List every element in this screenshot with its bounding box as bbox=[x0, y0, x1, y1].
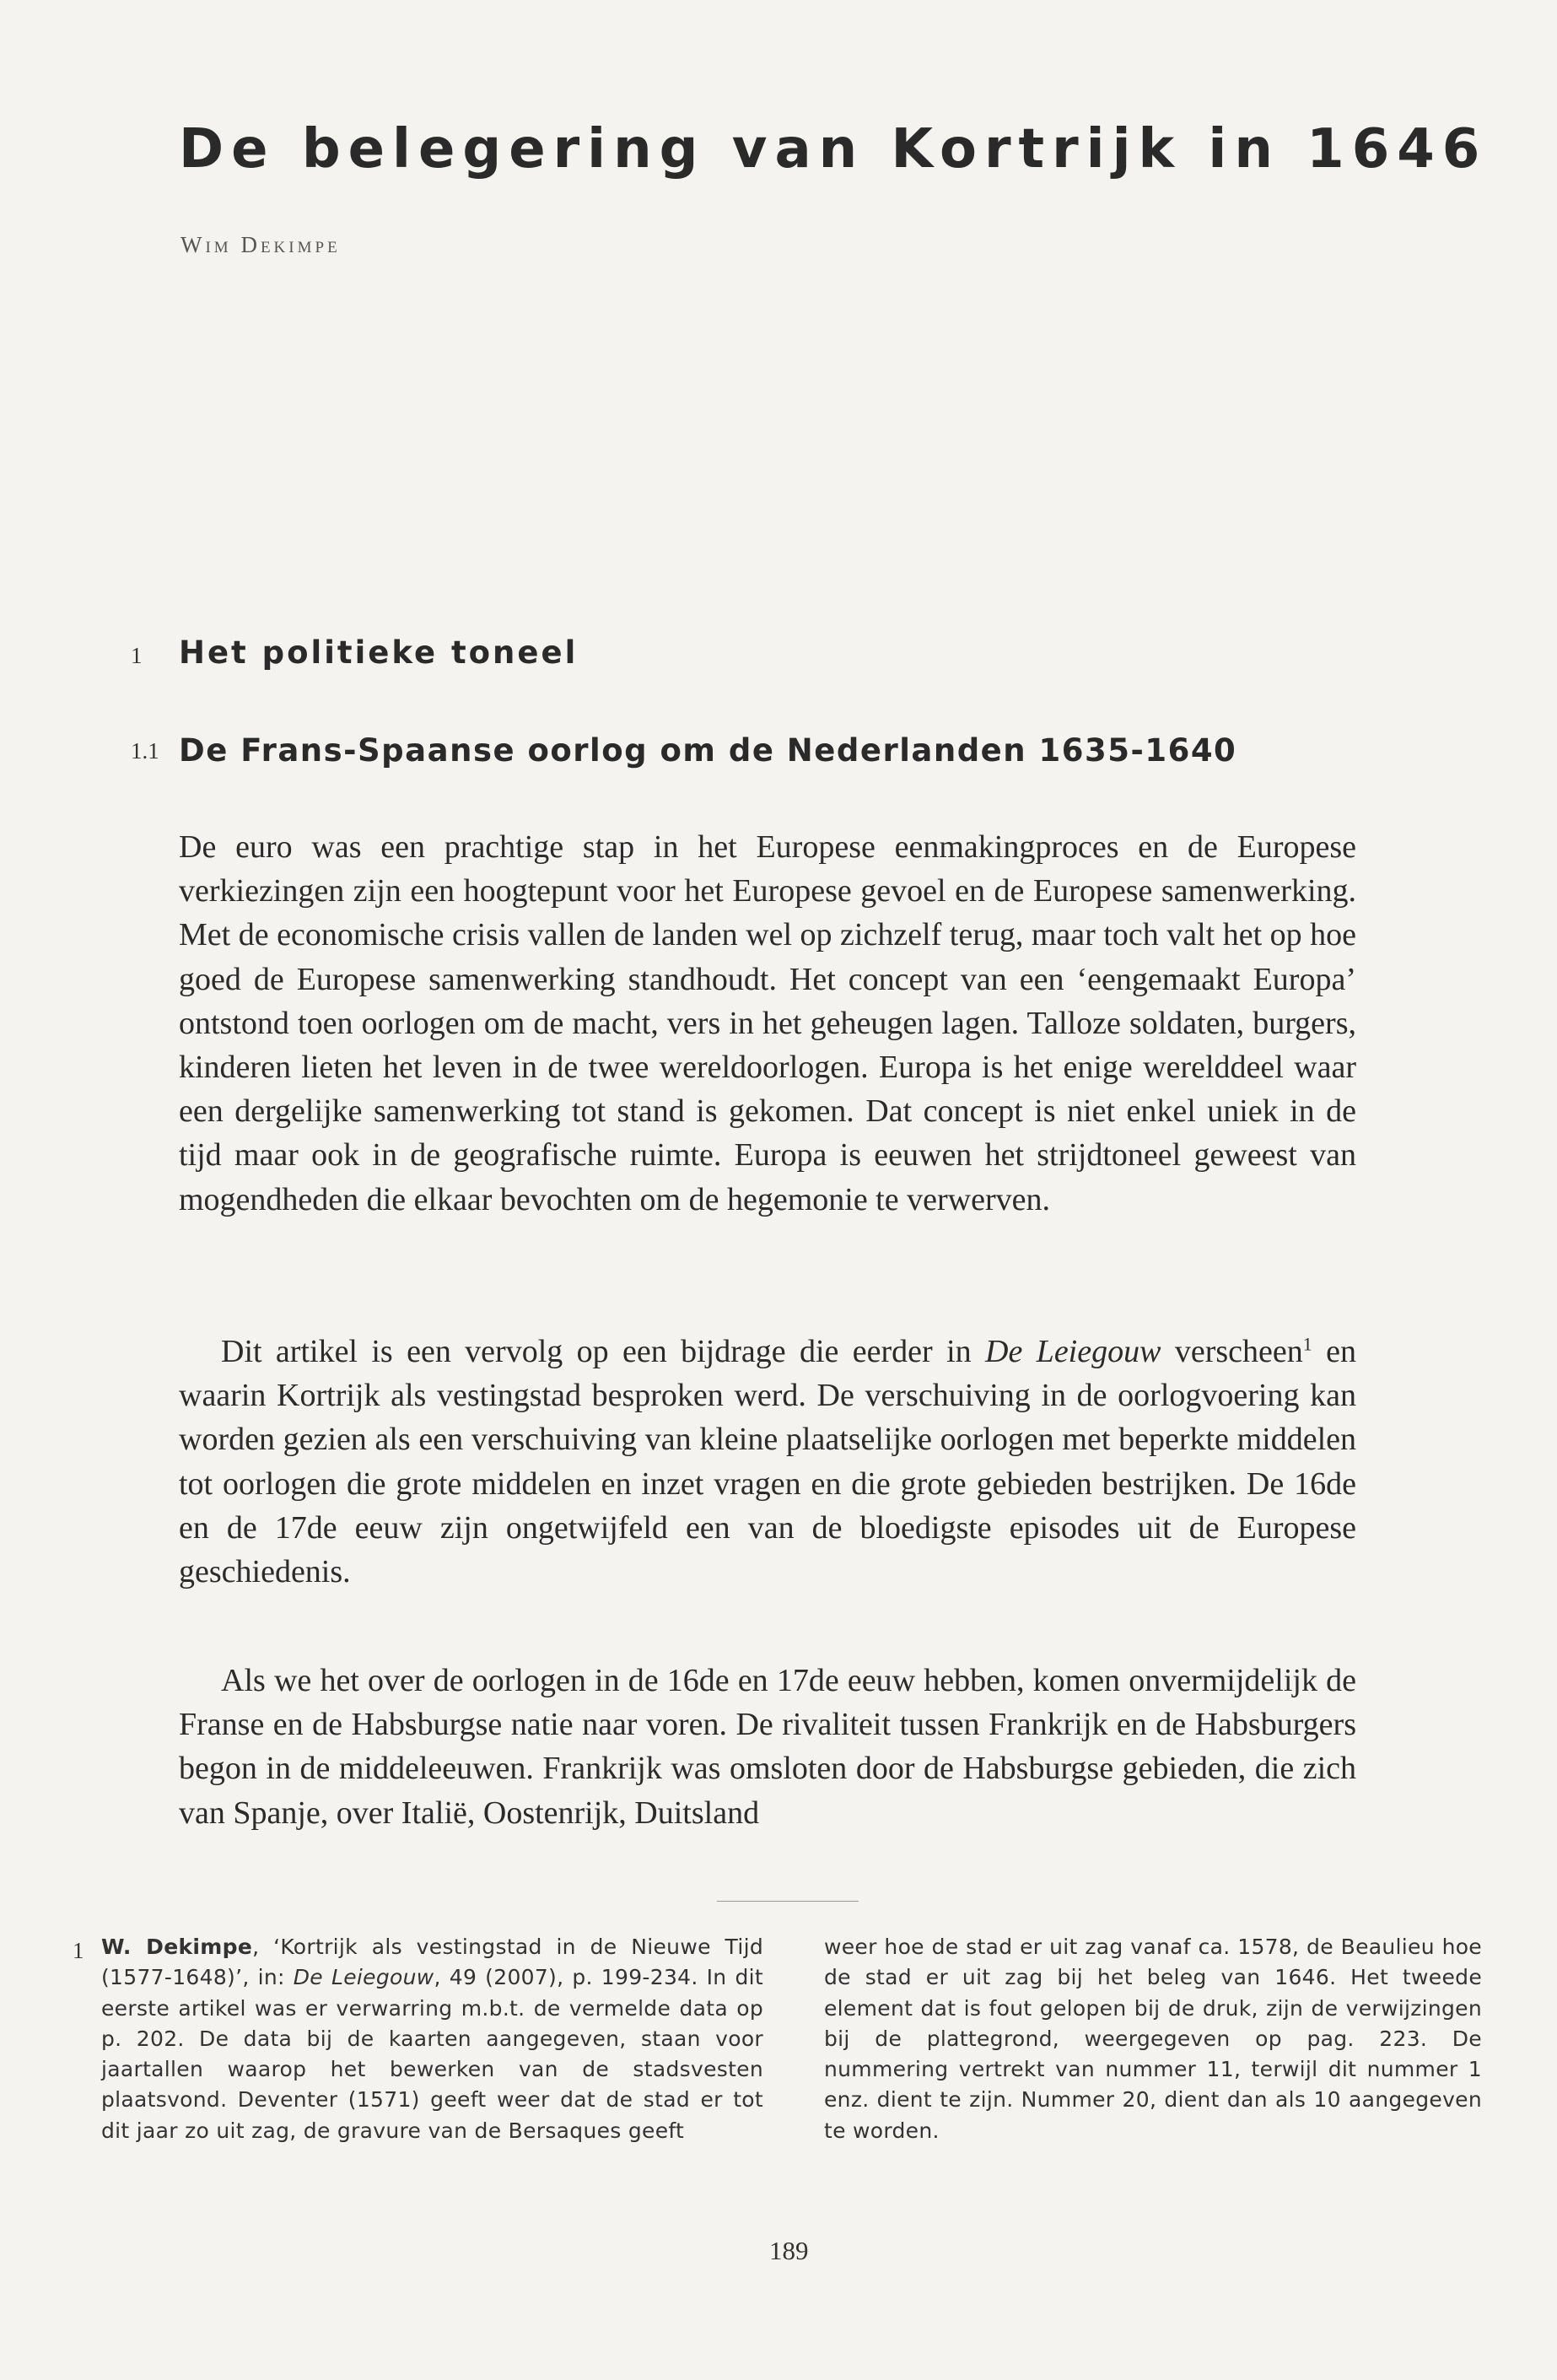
subsection-number: 1.1 bbox=[131, 738, 159, 764]
footnote-right-column: weer hoe de stad er uit zag vanaf ca. 1578, de Beaulieu hoe de stad er uit zag bij het beleg van 1646. Het tweede element dat is fout gelopen bij de druk, zijn de verwijzingen bij de plattegrond, weergegeven op pag. 223. De nummering vertrekt van nummer 11, terwijl dit nummer 1 enz. dient te zijn. Nummer 20, dient dan als 10 aangegeven te worden. bbox=[824, 1935, 1482, 2143]
body-paragraph-1: De euro was een prachtige stap in het Europese eenmakingproces en de Europese verkiezingen zijn een hoogtepunt voor het Europese gevoel en de Europese samenwerking. Met de economische crisis vallen de landen wel op zichzelf terug, maar toch valt het op hoe goed de Europese samenwerking standhoudt. Het concept van een ‘eengemaakt Europa’ ontstond toen oorlogen om de macht, vers in het geheugen lagen. Talloze soldaten, burgers, kinderen lieten het leven in de twee wereldoorlogen. Europa is het enige werelddeel waar een dergelijke samenwerking tot stand is gekomen. Dat concept is niet enkel uniek in de tijd maar ook in de geografische ruimte. Europa is eeuwen het strijdtoneel geweest van mogendheden die elkaar bevochten om de hegemonie te verwerven. bbox=[179, 829, 1356, 1217]
section-heading: Het politieke toneel bbox=[179, 634, 579, 671]
footnote-number: 1 bbox=[73, 1938, 84, 1963]
page-number: 189 bbox=[769, 2236, 809, 2265]
body-paragraph-3: Als we het over de oorlogen in de 16de en 17de eeuw hebben, komen onvermijdelijk de Franse en de Habsburgse natie naar voren. De rivaliteit tussen Frankrijk en de Habsburgers begon in de middeleeuwen. Frankrijk was omsloten door de Habsburgse gebieden, die zich van Spanje, over Italië, Oostenrijk, Duitsland bbox=[179, 1663, 1356, 1831]
footnote-left-column bbox=[101, 1932, 763, 2146]
paragraph-text: verscheen bbox=[1161, 1334, 1303, 1369]
footnote-text: , ‘Kortrijk als vestingstad in de Nieuwe Tijd (1577-1648)’, in: bbox=[101, 1935, 763, 1990]
paragraph-text: en waarin Kortrijk als vestingstad besproken werd. De verschuiving in de oorlogvoering kan worden gezien als een verschuiving van kleine plaatselijke oorlogen met beperkte middelen tot oorlogen die grote middelen en inzet vragen en die grote gebieden bestrijken. De 16de en de 17de eeuw zijn ongetwijfeld een van de bloedigste episodes uit de Europese geschiedenis. bbox=[179, 1334, 1356, 1590]
author-name: Wim Dekimpe bbox=[180, 232, 341, 257]
footnote-author: W. Dekimpe bbox=[101, 1935, 253, 1959]
footnote-journal: De Leiegouw bbox=[293, 1965, 434, 1990]
section-number: 1 bbox=[131, 643, 143, 668]
footnote-reference[interactable]: 1 bbox=[1302, 1333, 1312, 1355]
footnote-text: , 49 (2007), p. 199-234. In dit eerste artikel was er verwarring m.b.t. de vermelde data op p. 202. De data bij de kaarten aangegeven, staan voor jaartallen waarop het bewerken van de stadsvesten plaatsvond. Deventer (1571) geeft weer dat de stad er tot dit jaar zo uit zag, de gravure van de Bersaques geeft bbox=[101, 1965, 763, 2143]
body-paragraph-2 bbox=[179, 1330, 1356, 1594]
footnote-separator bbox=[717, 1901, 859, 1902]
article-title: De belegering van Kortrijk in 1646 bbox=[179, 118, 1488, 181]
paragraph-text: Dit artikel is een vervolg op een bijdrage die eerder in bbox=[221, 1334, 985, 1369]
subsection-heading: De Frans-Spaanse oorlog om de Nederlanden 1635-1640 bbox=[179, 732, 1237, 769]
journal-title: De Leiegouw bbox=[985, 1334, 1161, 1369]
